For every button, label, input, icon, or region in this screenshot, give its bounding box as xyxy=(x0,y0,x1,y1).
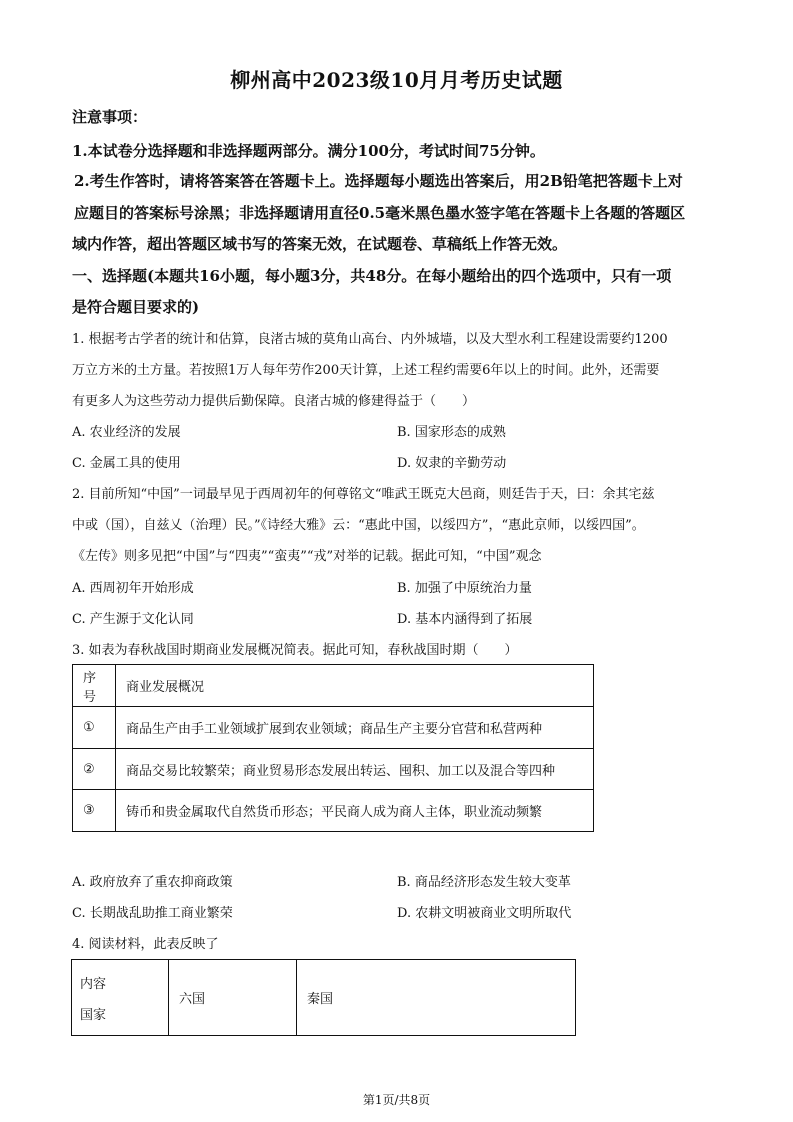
notice-item-2-line-2: 应题目的答案标号涂黑；非选择题请用直径0.5毫米黑色墨水签字笔在答题卡上各题的答题区 xyxy=(74,204,686,222)
page-footer: 第1页/共8页 xyxy=(362,1093,431,1107)
section-1-heading-line-2: 是符合题目要求的) xyxy=(72,298,200,316)
table-row xyxy=(73,749,594,790)
q3-stem: 3. 如表为春秋战国时期商业发展概况简表。据此可知，春秋战国时期（ ） xyxy=(72,643,518,658)
table-row xyxy=(73,707,594,749)
q4-stem: 4. 阅读材料，此表反映了 xyxy=(72,937,219,952)
q1-option-a: A. 农业经济的发展 xyxy=(72,425,181,440)
table-row xyxy=(73,790,594,832)
notice-item-2-line-1: 2.考生作答时，请将答案答在答题卡上。选择题每小题选出答案后，用2B铅笔把答题卡上对 xyxy=(74,172,683,190)
q4-table-header-qin: 秦国 xyxy=(297,960,576,1036)
q1-stem-line-1: 1. 根据考古学者的统计和估算，良渚古城的莫角山高台、内外城墙，以及大型水利工程建设需要约1200 xyxy=(72,332,668,347)
q4-table-corner-top: 内容 xyxy=(80,976,107,992)
q2-option-a: A. 西周初年开始形成 xyxy=(72,581,194,596)
notice-item-2-line-3: 域内作答，超出答题区域书写的答案无效，在试题卷、草稿纸上作答无效。 xyxy=(72,235,568,253)
q3-option-c: C. 长期战乱助推工商业繁荣 xyxy=(72,906,233,921)
q2-option-b: B. 加强了中原统治力量 xyxy=(397,581,532,596)
q3-table xyxy=(72,664,594,832)
q1-option-d: D. 奴隶的辛勤劳动 xyxy=(397,456,507,471)
q3-table-header-summary: 商业发展概况 xyxy=(116,665,594,707)
section-1-heading-line-1: 一、选择题(本题共16小题，每小题3分，共48分。在每小题给出的四个选项中，只有一项 xyxy=(72,267,672,285)
q3-table-header-index: 序号 xyxy=(73,665,116,707)
table-row xyxy=(72,960,576,1036)
q3-table-cell-summary: 商品生产由手工业领域扩展到农业领域；商品生产主要分官营和私营两种 xyxy=(116,707,594,749)
q2-stem-line-1: 2. 目前所知“中国”一词最早见于西周初年的何尊铭文“唯武王既克大邑商，则廷告于天，曰：余其宅兹 xyxy=(72,487,655,502)
q3-table-cell-summary: 商品交易比较繁荣；商业贸易形态发展出转运、囤积、加工以及混合等四种 xyxy=(116,749,594,790)
q2-option-d: D. 基本内涵得到了拓展 xyxy=(397,612,533,627)
q1-stem-line-2: 万立方米的土方量。若按照1万人每年劳作200天计算，上述工程约需要6年以上的时间。此外，还需要 xyxy=(72,363,660,378)
q1-stem-line-3: 有更多人为这些劳动力提供后勤保障。良渚古城的修建得益于（ ） xyxy=(72,394,476,409)
q4-table-corner-cell xyxy=(72,960,169,1036)
q4-table xyxy=(71,959,576,1036)
q3-option-b: B. 商品经济形态发生较大变革 xyxy=(397,875,571,890)
q3-option-a: A. 政府放弃了重农抑商政策 xyxy=(72,875,233,890)
table-row xyxy=(73,665,594,707)
q3-table-cell-index: ③ xyxy=(73,790,116,832)
q1-option-b: B. 国家形态的成熟 xyxy=(397,425,506,440)
q3-table-cell-index: ② xyxy=(73,749,116,790)
notice-heading: 注意事项： xyxy=(72,108,148,126)
q4-table-header-six-states: 六国 xyxy=(169,960,297,1036)
q2-stem-line-2: 中或（国），自兹乂（治理）民。”《诗经大雅》云：“惠此中国，以绥四方”，“惠此京师，以绥四国”。 xyxy=(72,518,645,533)
q2-stem-line-3: 《左传》则多见把“中国”与“四夷”“蛮夷”“戎”对举的记载。据此可知，“中国”观念 xyxy=(72,549,542,564)
q2-option-c: C. 产生源于文化认同 xyxy=(72,612,194,627)
page-title: 柳州高中2023级10月月考历史试题 xyxy=(230,68,563,92)
q1-option-c: C. 金属工具的使用 xyxy=(72,456,181,471)
q3-table-cell-index: ① xyxy=(73,707,116,749)
q4-table-corner-bottom: 国家 xyxy=(80,1007,107,1023)
notice-item-1: 1.本试卷分选择题和非选择题两部分。满分100分，考试时间75分钟。 xyxy=(72,142,545,160)
q3-option-d: D. 农耕文明被商业文明所取代 xyxy=(397,906,572,921)
q3-table-cell-summary: 铸币和贵金属取代自然货币形态；平民商人成为商人主体，职业流动频繁 xyxy=(116,790,594,832)
